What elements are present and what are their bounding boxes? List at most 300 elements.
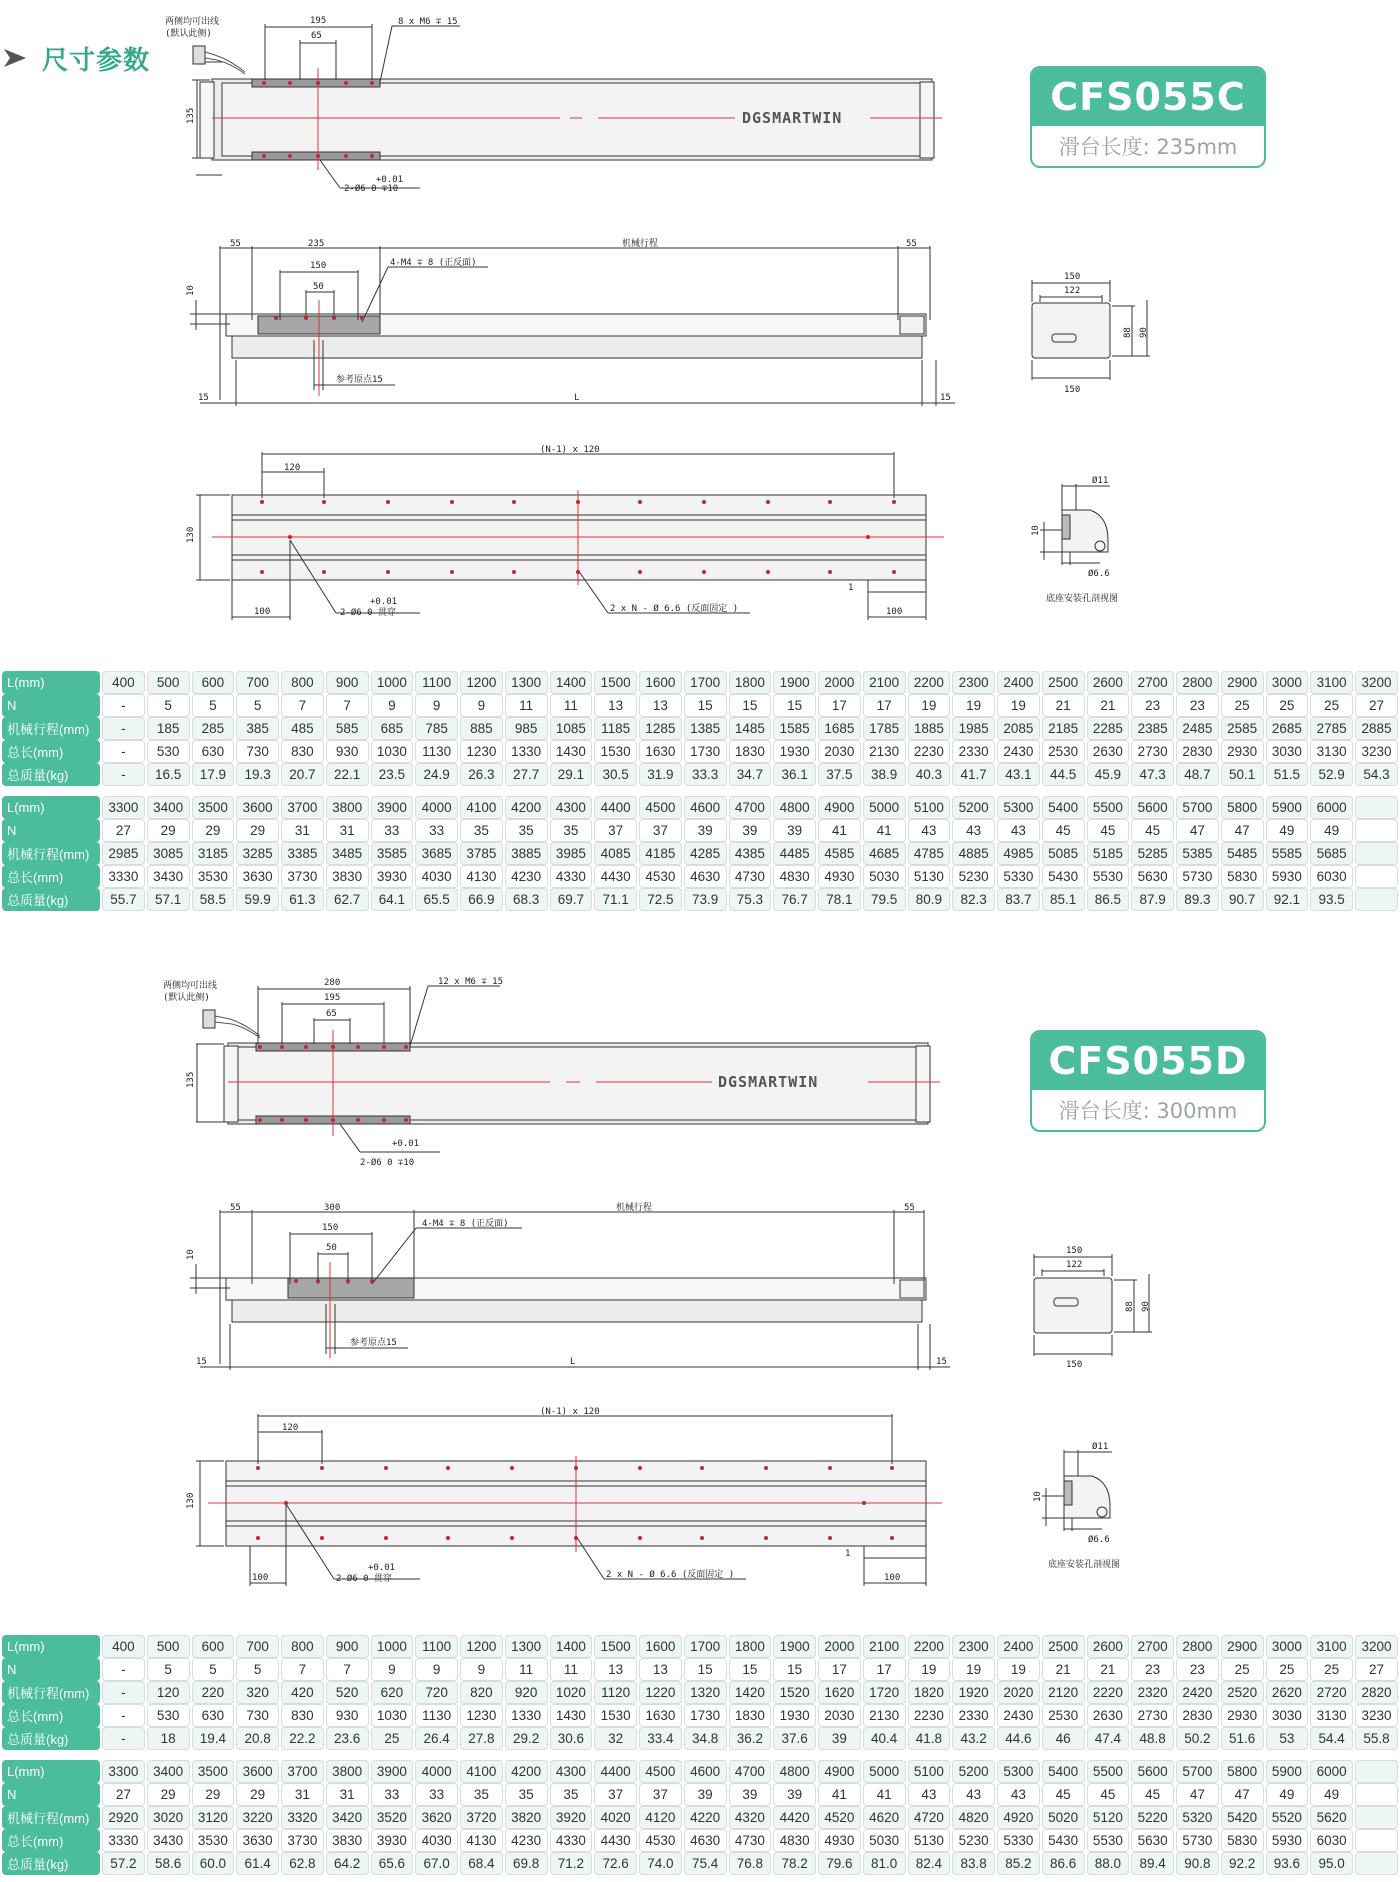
model-badge bbox=[1030, 66, 1266, 168]
table-cell: 3420 bbox=[326, 1806, 369, 1829]
table-cell: 36.1 bbox=[773, 763, 816, 786]
table-cell: 4330 bbox=[550, 1829, 593, 1852]
table-cell: 5530 bbox=[1087, 865, 1130, 888]
table-cell bbox=[1355, 842, 1398, 865]
table-cell: 520 bbox=[326, 1681, 369, 1704]
table-cell: 89.3 bbox=[1176, 888, 1219, 911]
table-cell: 1320 bbox=[684, 1681, 727, 1704]
dim-top-inner: 65 bbox=[311, 31, 322, 41]
table-cell: 15 bbox=[729, 694, 772, 717]
table-cell: 35 bbox=[550, 819, 593, 842]
table-cell: 17.9 bbox=[192, 763, 235, 786]
table-cell: 38.9 bbox=[863, 763, 906, 786]
table-cell: 3620 bbox=[415, 1806, 458, 1829]
table-cell: - bbox=[102, 717, 145, 740]
table-cell: 35 bbox=[505, 1783, 548, 1806]
table-cell: 4400 bbox=[594, 1760, 637, 1783]
table-cell: 45 bbox=[1131, 1783, 1174, 1806]
table-cell: 48.7 bbox=[1176, 763, 1219, 786]
table-cell: 47 bbox=[1221, 1783, 1264, 1806]
table-cell bbox=[1355, 1806, 1398, 1829]
table-cell: 13 bbox=[639, 694, 682, 717]
table-cell: 5500 bbox=[1087, 1760, 1130, 1783]
table-cell: 23 bbox=[1176, 1658, 1219, 1681]
table-cell: 1220 bbox=[639, 1681, 682, 1704]
table-cell: 1900 bbox=[773, 1635, 816, 1658]
table-cell: 4985 bbox=[997, 842, 1040, 865]
table-cell: 1685 bbox=[818, 717, 861, 740]
table-cell: 26.4 bbox=[415, 1727, 458, 1750]
table-cell: 9 bbox=[371, 1658, 414, 1681]
table-cell: 89.4 bbox=[1131, 1852, 1174, 1875]
table-cell: 1085 bbox=[550, 717, 593, 740]
table-cell: 2700 bbox=[1131, 671, 1174, 694]
table-cell: 65.6 bbox=[371, 1852, 414, 1875]
table-cell: 7 bbox=[281, 1658, 324, 1681]
table-cell: 530 bbox=[147, 1704, 190, 1727]
table-cell: 9 bbox=[460, 1658, 503, 1681]
table-cell: 5620 bbox=[1310, 1806, 1353, 1829]
table-cell: 4300 bbox=[550, 1760, 593, 1783]
row-header: 总长(mm) bbox=[2, 865, 100, 888]
table-cell bbox=[1355, 1829, 1398, 1852]
table-cell: 50.2 bbox=[1176, 1727, 1219, 1750]
table-cell: 530 bbox=[147, 740, 190, 763]
table-cell: 45 bbox=[1042, 819, 1085, 842]
table-cell: 1000 bbox=[371, 1635, 414, 1658]
table-cell: 2820 bbox=[1355, 1681, 1398, 1704]
section-dim-6-6: Ø6.6 bbox=[1088, 1535, 1110, 1545]
table-cell: 5300 bbox=[997, 1760, 1040, 1783]
ref-origin: 参考原点15 bbox=[336, 375, 383, 385]
table-cell: 4330 bbox=[550, 865, 593, 888]
table-cell: 700 bbox=[236, 671, 279, 694]
table-cell: 19 bbox=[997, 694, 1040, 717]
table-cell: 2400 bbox=[997, 671, 1040, 694]
section-dim-11: Ø11 bbox=[1092, 1442, 1109, 1452]
table-cell: 45 bbox=[1042, 1783, 1085, 1806]
table-cell: 32 bbox=[594, 1727, 637, 1750]
table-cell: 43.1 bbox=[997, 763, 1040, 786]
table-cell: 5100 bbox=[908, 1760, 951, 1783]
table-cell: 5930 bbox=[1266, 1829, 1309, 1852]
model-name: CFS055D bbox=[1032, 1032, 1264, 1090]
table-cell: 3200 bbox=[1355, 671, 1398, 694]
table-cell: - bbox=[102, 740, 145, 763]
dim-end-88: 88 bbox=[1125, 1301, 1135, 1312]
table-cell: 1630 bbox=[639, 740, 682, 763]
table-cell: 95.0 bbox=[1310, 1852, 1353, 1875]
table-cell: 15 bbox=[729, 1658, 772, 1681]
table-cell: 40.3 bbox=[908, 763, 951, 786]
table-cell: 1300 bbox=[505, 1635, 548, 1658]
table-cell: 19 bbox=[952, 694, 995, 717]
table-cell: 4600 bbox=[684, 796, 727, 819]
table-cell: 49 bbox=[1310, 1783, 1353, 1806]
table-cell: 86.5 bbox=[1087, 888, 1130, 911]
table-cell bbox=[1355, 1760, 1398, 1783]
dim-top-inner: 65 bbox=[326, 1009, 337, 1019]
table-cell: 4430 bbox=[594, 1829, 637, 1852]
table-cell: 4785 bbox=[908, 842, 951, 865]
table-cell: 3085 bbox=[147, 842, 190, 865]
table-cell: 5485 bbox=[1221, 842, 1264, 865]
table-cell: 2420 bbox=[1176, 1681, 1219, 1704]
row-header: N bbox=[2, 694, 100, 717]
dim-side-15-right: 15 bbox=[936, 1357, 947, 1367]
table-cell: 6030 bbox=[1310, 1829, 1353, 1852]
dim-height: 135 bbox=[186, 107, 196, 124]
table-cell: 37 bbox=[594, 819, 637, 842]
table-cell: 53 bbox=[1266, 1727, 1309, 1750]
table-row bbox=[2, 671, 1398, 694]
table-cell: 3300 bbox=[102, 1760, 145, 1783]
table-cell: 29 bbox=[147, 819, 190, 842]
dim-bottom-130: 130 bbox=[186, 1492, 196, 1509]
table-cell: 47 bbox=[1176, 819, 1219, 842]
table-cell: 5420 bbox=[1221, 1806, 1264, 1829]
table-cell: 5220 bbox=[1131, 1806, 1174, 1829]
table-cell: 5830 bbox=[1221, 865, 1264, 888]
table-cell: 730 bbox=[236, 1704, 279, 1727]
table-cell: 3600 bbox=[236, 1760, 279, 1783]
table-cell: 85.1 bbox=[1042, 888, 1085, 911]
table-cell: 600 bbox=[192, 671, 235, 694]
dim-side-m4: 4-M4 ∓ 8 (正反面) bbox=[422, 1219, 509, 1229]
table-cell: 2885 bbox=[1355, 717, 1398, 740]
table-cell: 34.7 bbox=[729, 763, 772, 786]
table-cell: 88.0 bbox=[1087, 1852, 1130, 1875]
table-cell: 3020 bbox=[147, 1806, 190, 1829]
dim-bottom-pitch: (N-1) x 120 bbox=[540, 445, 600, 455]
table-cell: 78.1 bbox=[818, 888, 861, 911]
table-cell: 27 bbox=[102, 819, 145, 842]
table-cell: 16.5 bbox=[147, 763, 190, 786]
dim-side-15-right: 15 bbox=[940, 393, 951, 403]
table-cell: 3500 bbox=[192, 1760, 235, 1783]
table-cell: 2920 bbox=[102, 1806, 145, 1829]
section-title: 尺寸参数 bbox=[42, 45, 151, 76]
table-cell: 40.4 bbox=[863, 1727, 906, 1750]
table-cell: 22.2 bbox=[281, 1727, 324, 1750]
table-cell: 39 bbox=[684, 819, 727, 842]
table-cell: 5 bbox=[236, 1658, 279, 1681]
table-cell: 1585 bbox=[773, 717, 816, 740]
table-cell: 185 bbox=[147, 717, 190, 740]
table-cell: 285 bbox=[192, 717, 235, 740]
table-cell: 700 bbox=[236, 1635, 279, 1658]
table-cell: 5530 bbox=[1087, 1829, 1130, 1852]
table-cell: 51.6 bbox=[1221, 1727, 1264, 1750]
table-cell: 35 bbox=[550, 1783, 593, 1806]
table-cell: 4900 bbox=[818, 796, 861, 819]
cable-note-1: 两侧均可出线 bbox=[165, 17, 220, 27]
table-cell: 7 bbox=[326, 694, 369, 717]
table-row bbox=[2, 819, 1398, 842]
table-cell: 11 bbox=[550, 1658, 593, 1681]
dim-side-left: 55 bbox=[230, 1203, 241, 1213]
table-cell: 5700 bbox=[1176, 796, 1219, 819]
table-cell: 1400 bbox=[550, 671, 593, 694]
row-header: L(mm) bbox=[2, 1760, 100, 1783]
table-cell: 5320 bbox=[1176, 1806, 1219, 1829]
table-cell: 5120 bbox=[1087, 1806, 1130, 1829]
table-cell: 4130 bbox=[460, 1829, 503, 1852]
table-cell: 1830 bbox=[729, 740, 772, 763]
table-cell: 5600 bbox=[1131, 796, 1174, 819]
table-cell: 33.4 bbox=[639, 1727, 682, 1750]
table-cell: 43.2 bbox=[952, 1727, 995, 1750]
table-cell: 2000 bbox=[818, 671, 861, 694]
dim-end-150-top: 150 bbox=[1064, 272, 1081, 282]
bottom-pin-tolerance: +0.01 bbox=[368, 1563, 396, 1573]
table-cell: 4200 bbox=[505, 1760, 548, 1783]
table-cell: 1430 bbox=[550, 1704, 593, 1727]
table-cell: 3900 bbox=[371, 1760, 414, 1783]
table-cell: 50.1 bbox=[1221, 763, 1264, 786]
table-cell: 11 bbox=[505, 694, 548, 717]
bottom-pin-spec: 2-Ø6 0 贯穿 bbox=[336, 1574, 392, 1584]
row-header: N bbox=[2, 1783, 100, 1806]
table-cell: 3100 bbox=[1310, 671, 1353, 694]
table-cell: 75.4 bbox=[684, 1852, 727, 1875]
table-cell: 2620 bbox=[1266, 1681, 1309, 1704]
table-cell: 3400 bbox=[147, 1760, 190, 1783]
dim-bottom-1: 1 bbox=[845, 1549, 851, 1559]
dim-top-outer: 195 bbox=[324, 993, 341, 1003]
table-cell: 3800 bbox=[326, 796, 369, 819]
table-cell: 3930 bbox=[371, 865, 414, 888]
table-cell: 92.2 bbox=[1221, 1852, 1264, 1875]
dim-side-150: 150 bbox=[310, 261, 327, 271]
table-cell: 23.6 bbox=[326, 1727, 369, 1750]
row-header: 总长(mm) bbox=[2, 1829, 100, 1852]
dim-side-15-left: 15 bbox=[198, 393, 209, 403]
table-cell: 4200 bbox=[505, 796, 548, 819]
table-cell: 48.8 bbox=[1131, 1727, 1174, 1750]
table-cell: 23.5 bbox=[371, 763, 414, 786]
ref-origin: 参考原点15 bbox=[350, 1338, 397, 1348]
row-header: 总质量(kg) bbox=[2, 1727, 100, 1750]
table-cell: 2800 bbox=[1176, 671, 1219, 694]
table-cell: 5700 bbox=[1176, 1760, 1219, 1783]
table-cell: 4485 bbox=[773, 842, 816, 865]
table-cell: 4720 bbox=[908, 1806, 951, 1829]
table-cell: 93.6 bbox=[1266, 1852, 1309, 1875]
row-header: 总长(mm) bbox=[2, 740, 100, 763]
model-name: CFS055C bbox=[1032, 68, 1264, 126]
table-cell bbox=[1355, 865, 1398, 888]
table-cell: 13 bbox=[594, 694, 637, 717]
row-header: 总质量(kg) bbox=[2, 888, 100, 911]
table-cell: 9 bbox=[371, 694, 414, 717]
table-cell: 41.7 bbox=[952, 763, 995, 786]
dim-side-L: L bbox=[570, 1357, 576, 1367]
table-cell: 4430 bbox=[594, 865, 637, 888]
table-cell: 3385 bbox=[281, 842, 324, 865]
row-header: 总质量(kg) bbox=[2, 763, 100, 786]
table-cell: 24.9 bbox=[415, 763, 458, 786]
table-cell: 5400 bbox=[1042, 1760, 1085, 1783]
row-header: 机械行程(mm) bbox=[2, 1681, 100, 1704]
table-cell: 69.8 bbox=[505, 1852, 548, 1875]
table-cell: 41 bbox=[818, 1783, 861, 1806]
table-cell: 3530 bbox=[192, 865, 235, 888]
dim-bottom-100-left: 100 bbox=[254, 607, 271, 617]
table-cell: 5 bbox=[192, 694, 235, 717]
table-cell: 31 bbox=[281, 1783, 324, 1806]
table-cell: 1000 bbox=[371, 671, 414, 694]
bottom-pin-spec: 2-Ø6 0 贯穿 bbox=[340, 608, 396, 618]
table-cell: 3400 bbox=[147, 796, 190, 819]
table-cell: 80.9 bbox=[908, 888, 951, 911]
table-cell: 7 bbox=[281, 694, 324, 717]
table-cell: 43 bbox=[952, 819, 995, 842]
table-cell: 1620 bbox=[818, 1681, 861, 1704]
table-cell: 29 bbox=[192, 819, 235, 842]
table-cell: 5200 bbox=[952, 796, 995, 819]
spec-table bbox=[0, 796, 1400, 911]
pin-tolerance: +0.01 bbox=[392, 1139, 420, 1149]
dim-bottom-100-right: 100 bbox=[884, 1573, 901, 1583]
table-cell: 2930 bbox=[1221, 1704, 1264, 1727]
table-cell: 37 bbox=[594, 1783, 637, 1806]
table-cell: 1930 bbox=[773, 740, 816, 763]
table-row bbox=[2, 1658, 1398, 1681]
table-cell: 41 bbox=[818, 819, 861, 842]
table-cell: 20.8 bbox=[236, 1727, 279, 1750]
table-cell: 4620 bbox=[863, 1806, 906, 1829]
table-cell: 4285 bbox=[684, 842, 727, 865]
table-cell: 5 bbox=[192, 1658, 235, 1681]
table-cell: 5900 bbox=[1266, 1760, 1309, 1783]
table-cell: 30.6 bbox=[550, 1727, 593, 1750]
table-cell: 1200 bbox=[460, 671, 503, 694]
table-cell: 61.3 bbox=[281, 888, 324, 911]
table-cell: 15 bbox=[773, 694, 816, 717]
table-cell: 1120 bbox=[594, 1681, 637, 1704]
table-cell: 2100 bbox=[863, 1635, 906, 1658]
table-cell: 900 bbox=[326, 671, 369, 694]
table-cell: 2530 bbox=[1042, 1704, 1085, 1727]
table-cell: 25 bbox=[371, 1727, 414, 1750]
table-cell: 4830 bbox=[773, 1829, 816, 1852]
table-cell: 5330 bbox=[997, 865, 1040, 888]
table-cell: 33 bbox=[415, 1783, 458, 1806]
table-cell: 5830 bbox=[1221, 1829, 1264, 1852]
table-row bbox=[2, 1681, 1398, 1704]
table-cell: 1030 bbox=[371, 740, 414, 763]
table-cell: 2800 bbox=[1176, 1635, 1219, 1658]
table-cell: 4530 bbox=[639, 865, 682, 888]
table-cell: 51.5 bbox=[1266, 763, 1309, 786]
table-cell: 4520 bbox=[818, 1806, 861, 1829]
table-cell: 3200 bbox=[1355, 1635, 1398, 1658]
table-cell: 7 bbox=[326, 1658, 369, 1681]
table-cell: 1730 bbox=[684, 740, 727, 763]
table-cell: 49 bbox=[1266, 1783, 1309, 1806]
table-cell: 1330 bbox=[505, 1704, 548, 1727]
table-cell: 79.6 bbox=[818, 1852, 861, 1875]
table-cell: 600 bbox=[192, 1635, 235, 1658]
table-cell: 47.3 bbox=[1131, 763, 1174, 786]
dim-end-122: 122 bbox=[1064, 286, 1081, 296]
table-cell: 64.1 bbox=[371, 888, 414, 911]
table-cell: 4220 bbox=[684, 1806, 727, 1829]
table-cell: 5630 bbox=[1131, 1829, 1174, 1852]
dim-side-left: 55 bbox=[230, 239, 241, 249]
table-cell: 4030 bbox=[415, 865, 458, 888]
table-cell: 17 bbox=[818, 1658, 861, 1681]
table-cell: 90.7 bbox=[1221, 888, 1264, 911]
row-header: 机械行程(mm) bbox=[2, 842, 100, 865]
table-cell: 5430 bbox=[1042, 865, 1085, 888]
table-cell: 685 bbox=[371, 717, 414, 740]
table-cell: 5300 bbox=[997, 796, 1040, 819]
bottom-holes: 2 x N - Ø 6.6 (反面固定 ) bbox=[610, 604, 739, 614]
table-cell: 3130 bbox=[1310, 1704, 1353, 1727]
table-cell: 1230 bbox=[460, 740, 503, 763]
dim-side-50: 50 bbox=[313, 282, 324, 292]
table-cell: 1630 bbox=[639, 1704, 682, 1727]
row-header: N bbox=[2, 1658, 100, 1681]
dim-bottom-120: 120 bbox=[284, 463, 301, 473]
table-cell: 31 bbox=[326, 1783, 369, 1806]
table-cell: 4500 bbox=[639, 796, 682, 819]
table-cell: 78.2 bbox=[773, 1852, 816, 1875]
row-header: 机械行程(mm) bbox=[2, 1806, 100, 1829]
table-cell: 17 bbox=[863, 694, 906, 717]
table-cell: 5230 bbox=[952, 1829, 995, 1852]
table-cell: 800 bbox=[281, 1635, 324, 1658]
dim-end-90: 90 bbox=[1141, 1301, 1151, 1312]
table-cell: 2500 bbox=[1042, 671, 1085, 694]
table-cell: 2830 bbox=[1176, 740, 1219, 763]
spec-table bbox=[0, 671, 1400, 786]
table-cell: 68.3 bbox=[505, 888, 548, 911]
table-cell: 4930 bbox=[818, 1829, 861, 1852]
table-cell: 2130 bbox=[863, 1704, 906, 1727]
table-cell: 4730 bbox=[729, 1829, 772, 1852]
cable-note-2: (默认此侧) bbox=[163, 993, 210, 1003]
table-cell: 4730 bbox=[729, 865, 772, 888]
table-cell: 3230 bbox=[1355, 740, 1398, 763]
table-cell: 45.9 bbox=[1087, 763, 1130, 786]
table-cell: 3700 bbox=[281, 796, 324, 819]
table-cell: 2900 bbox=[1221, 671, 1264, 694]
table-cell: 9 bbox=[415, 694, 458, 717]
table-cell: 27 bbox=[1355, 1658, 1398, 1681]
row-header: N bbox=[2, 819, 100, 842]
table-cell: 60.0 bbox=[192, 1852, 235, 1875]
table-cell: 81.0 bbox=[863, 1852, 906, 1875]
table-cell: 2020 bbox=[997, 1681, 1040, 1704]
table-cell: 1800 bbox=[729, 1635, 772, 1658]
table-cell: 3730 bbox=[281, 865, 324, 888]
table-cell: 15 bbox=[684, 1658, 727, 1681]
table-cell: 29 bbox=[147, 1783, 190, 1806]
cable-note-2: (默认此侧) bbox=[165, 29, 212, 39]
table-cell: 1720 bbox=[863, 1681, 906, 1704]
dim-end-88: 88 bbox=[1123, 327, 1133, 338]
table-cell: 5020 bbox=[1042, 1806, 1085, 1829]
table-cell: 71.1 bbox=[594, 888, 637, 911]
table-cell: 31.9 bbox=[639, 763, 682, 786]
table-cell: 72.6 bbox=[594, 1852, 637, 1875]
table-cell: 3600 bbox=[236, 796, 279, 819]
table-cell: 2230 bbox=[908, 740, 951, 763]
table-cell: 3785 bbox=[460, 842, 503, 865]
